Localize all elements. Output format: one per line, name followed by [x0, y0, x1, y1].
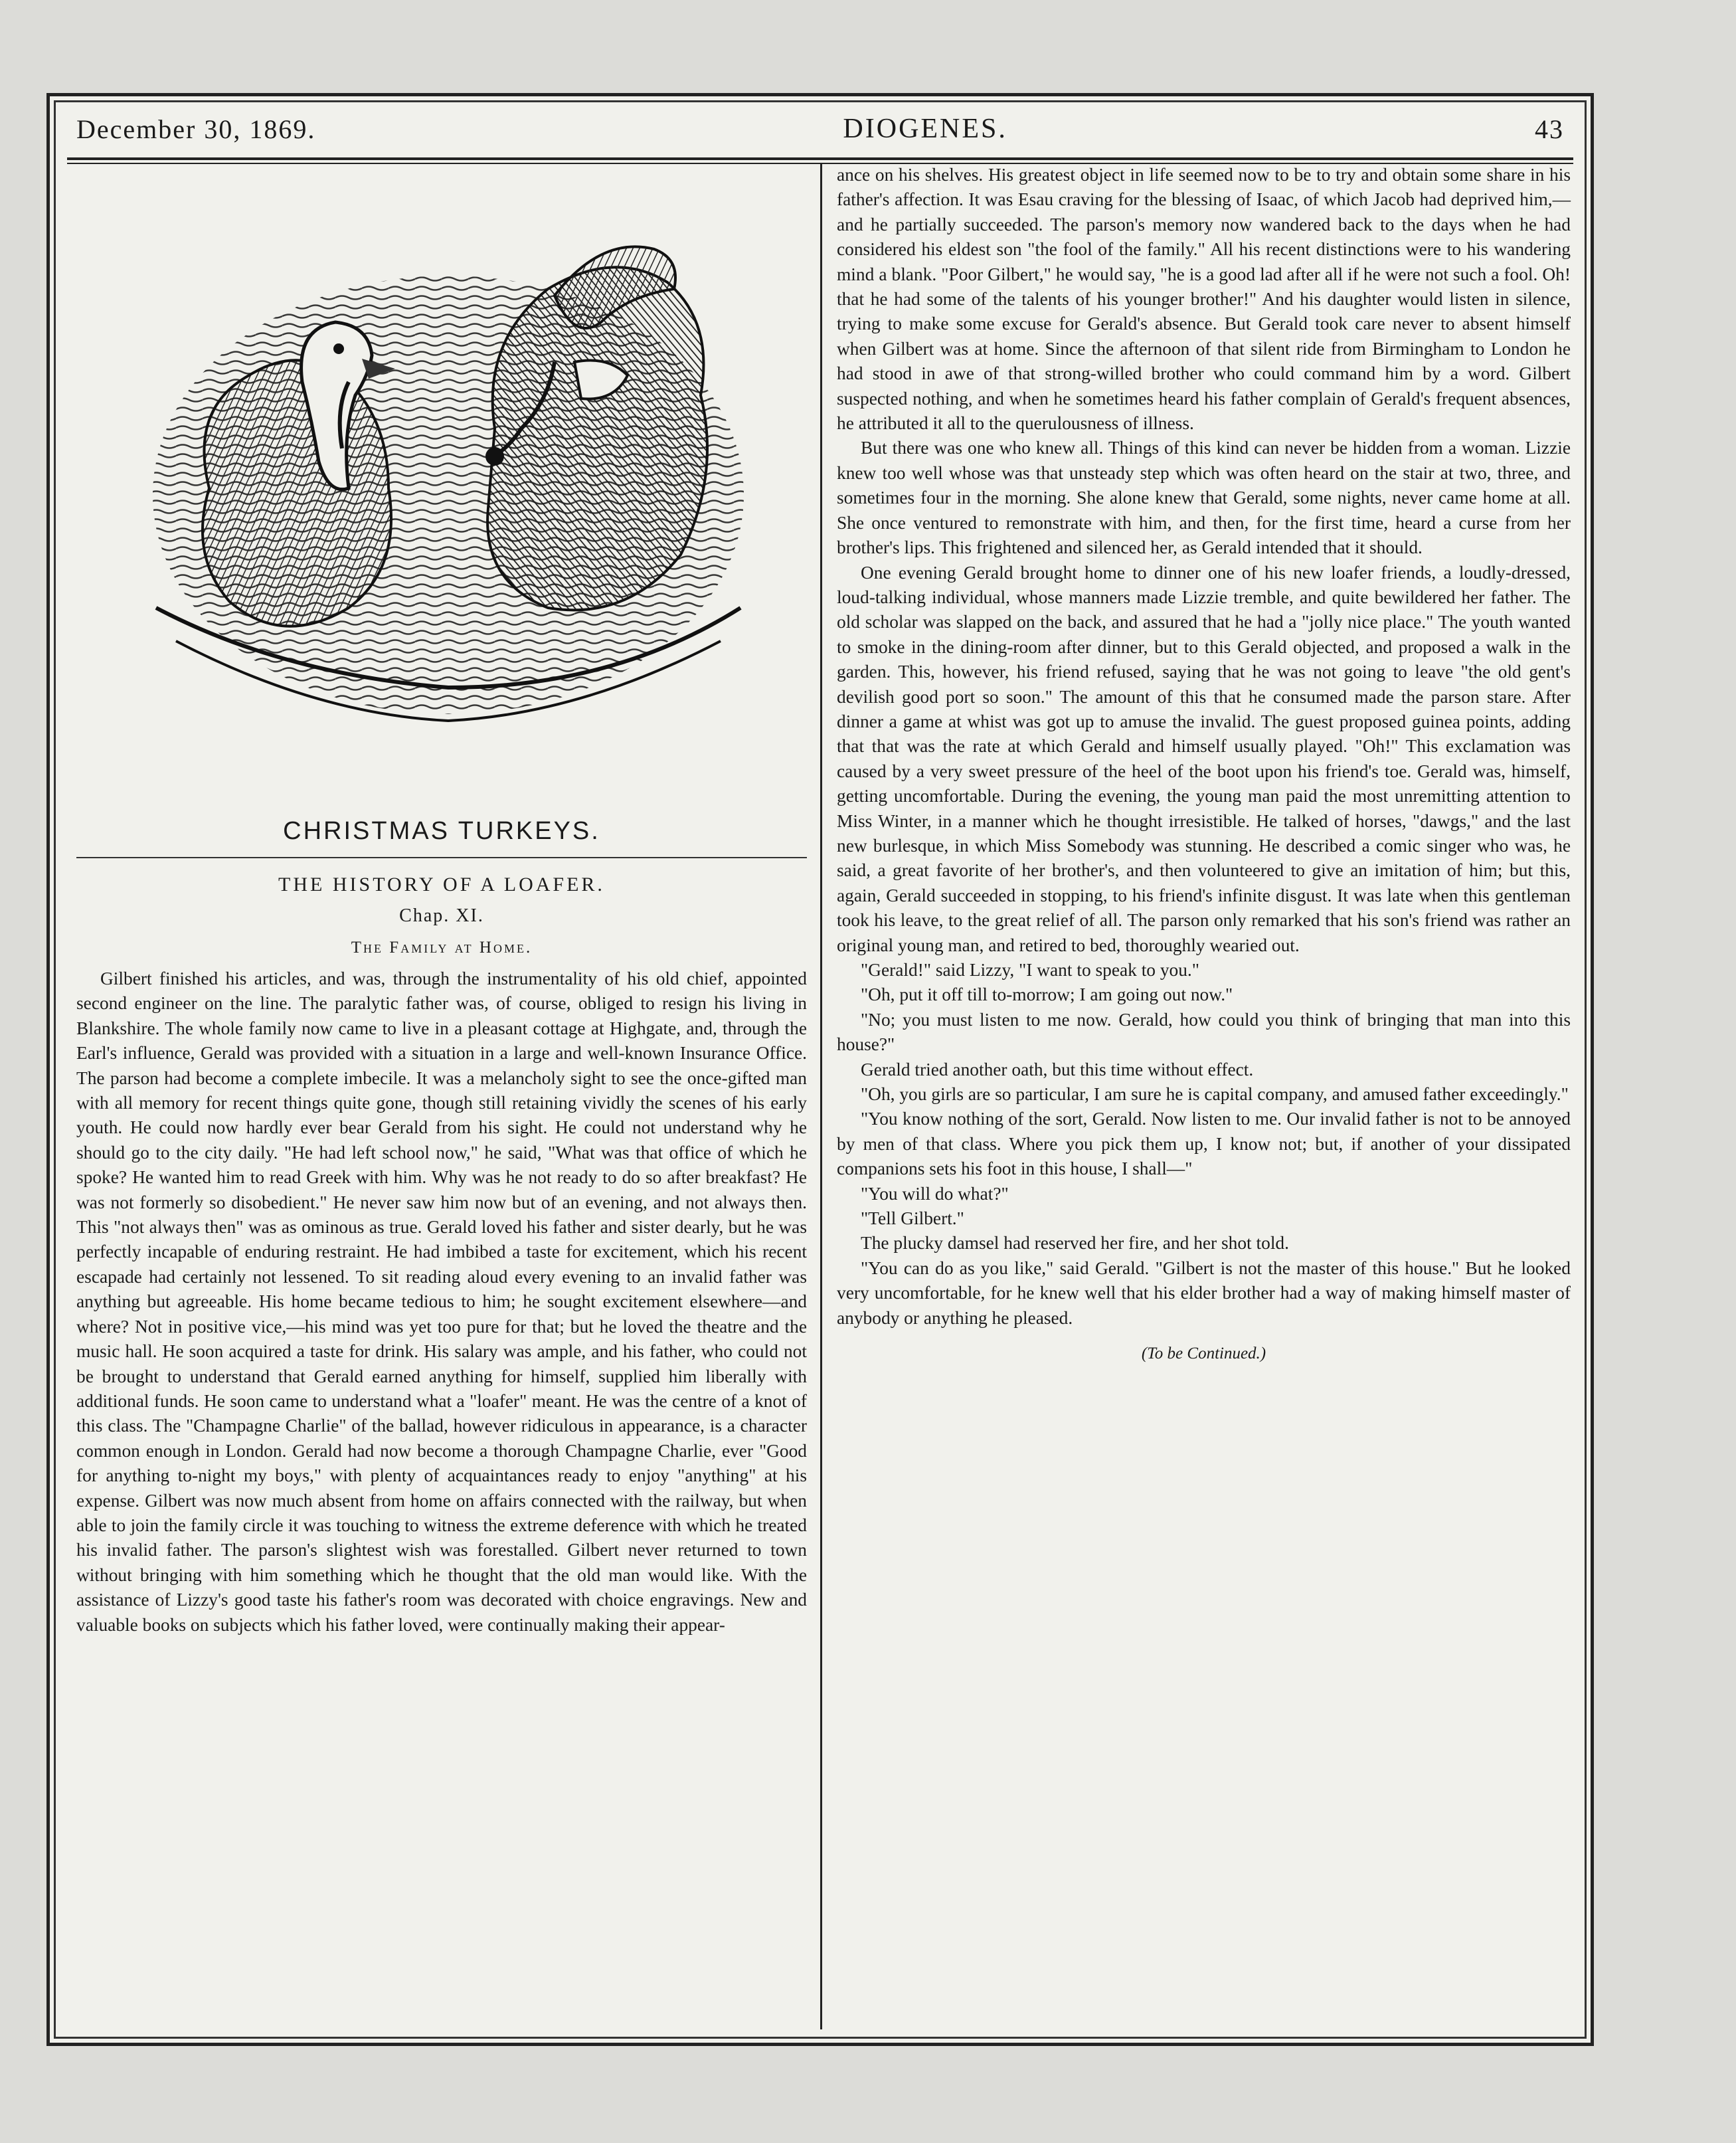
page-number: 43 — [1534, 114, 1564, 144]
paragraph: "No; you must listen to me now. Gerald, how could you think of bringing that man into this house?" — [837, 1009, 1571, 1055]
caption-rule — [76, 857, 807, 858]
left-column — [76, 169, 807, 2029]
illustration-caption: CHRISTMAS TURKEYS. — [283, 817, 600, 845]
chapter-subtitle: The Family at Home. — [351, 939, 533, 957]
story-title: THE HISTORY OF A LOAFER. — [278, 874, 605, 895]
paragraph: But there was one who knew all. Things of this kind can never be hidden from a woman. Lizzie knew too well whose was that unsteady step which was often heard on the stair at two, three, and sometimes four in the morning. She alone knew that Gerald, some nights, never came home at all. She once ventured to remonstrate with him, and then, for the first time, heard a curse from her brother's lips. This frightened and silenced her, as Gerald intended that it should. — [837, 438, 1571, 558]
newspaper-page — [46, 93, 1594, 2046]
paragraph: "You will do what?" — [861, 1183, 1009, 1204]
paragraph: "You know nothing of the sort, Gerald. Now listen to me. Our invalid father is not to be annoyed by men of that class. Where you pick them up, I know not; but, if another of your dissipated companions sets his foot in this house, I shall—" — [837, 1109, 1571, 1179]
paragraph: ance on his shelves. His greatest object in life seemed now to be to try and obtain some share in his father's affection. It was Esau craving for the blessing of Isaac, of which Jacob had deprived him,—and he partially succeeded. The parson's memory now wandered back to the days when he had considered his eldest son "the fool of the family." All his recent distinctions were to his wandering mind a blank. "Poor Gilbert," he would say, "he is a good lad after all if he were not such a fool. Oh! that he had some of the talents of his younger brother!" And his daughter would listen in silence, trying to make some excuse for Gerald's absence. But Gerald took care never to absent himself when Gilbert was at home. Since the afternoon of that silent ride from Birmingham to London he had stood in awe of that strong-willed brother who could command him by a word. Gilbert suspected nothing, and when he sometimes heard his father complain of Gerald's frequent absences, he attributed it all to the querulousness of illness. — [837, 165, 1571, 434]
to-be-continued: (To be Continued.) — [1141, 1345, 1266, 1363]
paragraph: "Oh, put it off till to-morrow; I am going out now." — [861, 984, 1233, 1005]
right-column — [837, 163, 1571, 2023]
paragraph: One evening Gerald brought home to dinner one of his new loafer friends, a loudly-dressed, loud-talking individual, whose manners made Lizzie tremble, and quite bewildered her father. The old scholar was slapped on the back, and assured that he had a "jolly nice place." The youth wanted to smoke in the dining-room after dinner, but to this Gerald objected, and proposed a walk in the garden. This, however, his friend refused, saying that he was not going to leave "the old gent's devilish good port so soon." The amount of this that he consumed made the parson stare. After dinner a game at whist was got up to amuse the invalid. The guest proposed guinea points, adding that that was the rate at which Gerald and himself usually played. "Oh!" This exclamation was caused by a very sweet pressure of the heel of the boot upon his friend's toe. Gerald was, himself, getting uncomfortable. During the evening, the young man paid the most unremitting attention to Miss Winter, in a manner which he thought irresistible. He talked of horses, "dawgs," and the last new burlesque, in which Miss Somebody was stunning. He described a comic singer who was, he said, a great favorite of her brother's, and then volunteered to give an imitation of him; but this, again, Gerald succeeded in stopping, to his friend's infinite disgust. It was late when this gentleman took his leave, to the great relief of all. The parson only remarked that his son's friend was rather an original young man, and retired to bed, thoroughly wearied out. — [837, 562, 1571, 955]
paragraph: "You can do as you like," said Gerald. "Gilbert is not the master of this house." But he looked very uncomfortable, for he knew well that his elder brother had a way of making himself master of anybody or anything he pleased. — [837, 1258, 1571, 1328]
christmas-turkeys-engraving — [149, 209, 747, 727]
issue-date: December 30, 1869. — [76, 114, 316, 144]
page-header — [76, 106, 1564, 152]
chapter-number: Chap. XI. — [399, 905, 484, 926]
paragraph: Gilbert finished his articles, and was, through the instrumentality of his old chief, appointed second engineer on the line. The paralytic father was, of course, obliged to resign his living in Blankshire. The whole family now came to live in a pleasant cottage at Highgate, and, through the Earl's influence, Gerald was provided with a situation in a large and well-known Insurance Office. The parson had become a complete imbecile. It was a melancholy sight to see the once-gifted man with all memory for recent things quite gone, though still retaining vividly the scenes of his early youth. He could now hardly ever bear Gerald from his sight. He could not understand why he should go to the city daily. "He had left school now," he said, "What was that office of which he spoke? He wanted him to read Greek with him. Why was he not ready to do so after breakfast? He was not formerly so disobedient." He never saw him now but of an evening, and not always then. This "not always then" was as ominous as true. Gerald loved his father and sister dearly, but he was perfectly incapable of enduring restraint. He had imbibed a taste for excitement, which his recent escapade had certainly not lessened. To sit reading aloud every evening to an invalid father was anything but agreeable. His home became tedious to him; he sought excitement elsewhere—and where? Not in positive vice,—his mind was yet too pure for that; but he loved the theatre and the music hall. He soon acquired a taste for drink. His salary was ample, and his father, who could not be brought to understand that Gerald earned anything for himself, supplied him liberally with additional funds. He soon came to understand what a "loafer" meant. He was the centre of a knot of this class. The "Champagne Charlie" of the ballad, however ridiculous in appearance, is a character common enough in London. Gerald had now become a thorough Champagne Charlie, ever "Good for anything to-night my boys," with plenty of acquaintances ready to enjoy "anything" at his expense. Gilbert was now much absent from home on affairs connected with the railway, but when able to join the family circle it was touching to witness the extreme deference with which he treated his invalid father. The parson's slightest wish was forestalled. Gilbert never returned to town without bringing with him something which he thought that the old man would like. With the assistance of Lizzy's good taste his father's room was decorated with choice engravings. New and valuable books on subjects which his father loved, were continually making their appear- — [76, 969, 807, 1635]
paragraph: "Tell Gilbert." — [861, 1208, 964, 1229]
column-divider — [820, 163, 822, 2029]
paragraph: "Gerald!" said Lizzy, "I want to speak to you." — [861, 960, 1199, 980]
masthead-title: DIOGENES. — [843, 114, 1007, 144]
paragraph: The plucky damsel had reserved her fire, and her shot told. — [861, 1233, 1289, 1254]
story-text-right — [837, 163, 1571, 1366]
header-rule — [67, 157, 1573, 160]
paragraph: Gerald tried another oath, but this time without effect. — [861, 1059, 1254, 1079]
story-text-left — [76, 967, 807, 1637]
paragraph: "Oh, you girls are so particular, I am sure he is capital company, and amused father exceedingly." — [861, 1084, 1569, 1105]
